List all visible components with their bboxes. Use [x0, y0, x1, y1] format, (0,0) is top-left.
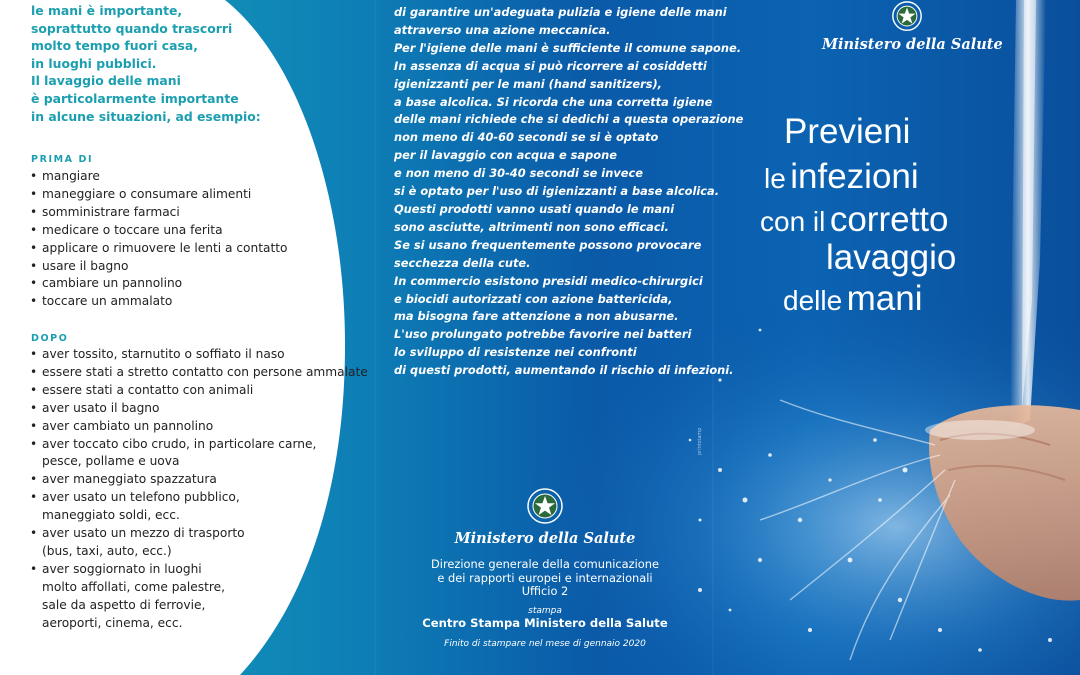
- middle-body-text: [394, 4, 744, 380]
- list-item: • aver soggiornato in luoghi: [31, 561, 368, 579]
- title-line: [764, 157, 919, 197]
- body-line: di garantire un'adeguata pulizia e igiene delle mani: [394, 5, 727, 19]
- title-line: [760, 200, 948, 240]
- department-line: Ufficio 2: [521, 584, 569, 598]
- body-line: di questi prodotti, aumentando il rischio di infezioni.: [394, 363, 734, 378]
- title-word: infezioni: [790, 157, 919, 196]
- intro-line: è particolarmente importante: [31, 90, 239, 106]
- body-line: a base alcolica. Si ricorda che una corretta igiene: [394, 94, 713, 109]
- body-line: non meno di 40-60 secondi se si è optato: [394, 130, 659, 145]
- body-line: lo sviluppo di resistenze nei confronti: [394, 345, 637, 360]
- after-list: [31, 346, 368, 633]
- list-item: • aver toccato cibo crudo, in particolare carne,: [31, 436, 368, 454]
- list-item: • cambiare un pannolino: [31, 275, 288, 293]
- ministry-logo: [822, 0, 1003, 62]
- list-item: • medicare o toccare una ferita: [31, 222, 288, 240]
- intro-line: soprattutto quando trascorri: [31, 20, 233, 36]
- list-item: • mangiare: [31, 168, 288, 186]
- svg-text:printstamp: printstamp: [697, 427, 703, 455]
- intro-line: in alcune situazioni, ad esempio:: [31, 108, 261, 124]
- title-word: mani: [846, 279, 923, 318]
- body-line: si è optato per l'uso di igienizzanti a base alcolica.: [394, 184, 720, 199]
- title-word: delle: [783, 285, 843, 316]
- body-line: Se si usano frequentemente possono provocare: [394, 237, 702, 252]
- body-line: attraverso una azione meccanica.: [394, 22, 611, 37]
- list-item: • essere stati a contatto con animali: [31, 382, 368, 400]
- list-item: sale da aspetto di ferrovie,: [42, 597, 206, 612]
- department-line: Direzione generale della comunicazione: [431, 557, 659, 571]
- credits-block: [410, 486, 680, 649]
- title-word: le: [764, 163, 786, 194]
- intro-line: le mani è importante,: [31, 3, 183, 18]
- list-item: • usare il bagno: [31, 258, 288, 276]
- intro-line: Il lavaggio delle mani: [31, 73, 181, 89]
- list-item: • aver usato il bagno: [31, 400, 368, 418]
- print-date: Finito di stampare nel mese di gennaio 2020: [444, 638, 646, 649]
- body-line: L'uso prolungato potrebbe favorire nei batteri: [394, 327, 692, 342]
- title-line: lavaggio: [826, 238, 957, 277]
- list-item: • applicare o rimuovere le lenti a contatto: [31, 240, 288, 258]
- title-line: Previeni: [784, 112, 911, 151]
- body-line: e non meno di 30-40 secondi se invece: [394, 166, 643, 181]
- ministry-name: Ministero della Salute: [822, 36, 1003, 53]
- body-line: Per l'igiene delle mani è sufficiente il comune sapone.: [394, 40, 742, 55]
- department-line: e dei rapporti europei e internazionali: [437, 570, 653, 585]
- body-line: secchezza della cute.: [394, 255, 531, 270]
- list-item: pesce, pollame e uova: [42, 454, 180, 469]
- list-item: (bus, taxi, auto, ecc.): [42, 543, 172, 558]
- title-word: corretto: [829, 200, 949, 239]
- body-line: Questi prodotti vanno usati quando le mani: [394, 201, 675, 216]
- body-line: In commercio esistono presidi medico-chirurgici: [394, 273, 703, 288]
- list-item: • aver cambiato un pannolino: [31, 418, 368, 436]
- body-line: In assenza di acqua si può ricorrere ai cosiddetti: [394, 58, 707, 73]
- list-item: • somministrare farmaci: [31, 204, 288, 222]
- intro-line: in luoghi pubblici.: [31, 55, 157, 71]
- list-item: • toccare un ammalato: [31, 293, 288, 311]
- print-label: stampa: [528, 605, 562, 616]
- body-line: delle mani richiede che si dedichi a questa operazione: [394, 112, 744, 127]
- ministry-name: Ministero della Salute: [454, 530, 636, 547]
- list-item: maneggiato soldi, ecc.: [42, 508, 180, 523]
- list-item: • essere stati a stretto contatto con persone ammalate: [31, 364, 368, 382]
- list-item: • aver maneggiato spazzatura: [31, 471, 368, 489]
- list-item: • aver usato un telefono pubblico,: [31, 489, 368, 507]
- list-item: aeroporti, cinema, ecc.: [42, 615, 183, 630]
- before-heading: PRIMA DI: [31, 154, 94, 165]
- republic-emblem-icon: [888, 0, 926, 34]
- printer-name: Centro Stampa Ministero della Salute: [422, 615, 668, 630]
- list-item: • maneggiare o consumare alimenti: [31, 186, 288, 204]
- list-item: • aver tossito, starnutito o soffiato il naso: [31, 346, 368, 364]
- body-line: per il lavaggio con acqua e sapone: [394, 148, 617, 163]
- before-list: [31, 168, 288, 311]
- intro-paragraph: [31, 2, 261, 125]
- title-line: [783, 279, 923, 319]
- body-line: sono asciutte, altrimenti non sono efficaci.: [394, 219, 669, 234]
- after-heading: DOPO: [31, 333, 69, 344]
- list-item: molto affollati, come palestre,: [42, 579, 226, 594]
- title-word: con il: [760, 206, 826, 237]
- body-line: igienizzanti per le mani (hand sanitizers),: [394, 76, 663, 91]
- body-line: ma bisogna fare attenzione a non abusarne.: [394, 309, 679, 324]
- body-line: e biocidi autorizzati con azione battericida,: [394, 291, 673, 306]
- list-item: • aver usato un mezzo di trasporto: [31, 525, 368, 543]
- intro-line: molto tempo fuori casa,: [31, 38, 198, 54]
- republic-emblem-icon: [525, 486, 565, 526]
